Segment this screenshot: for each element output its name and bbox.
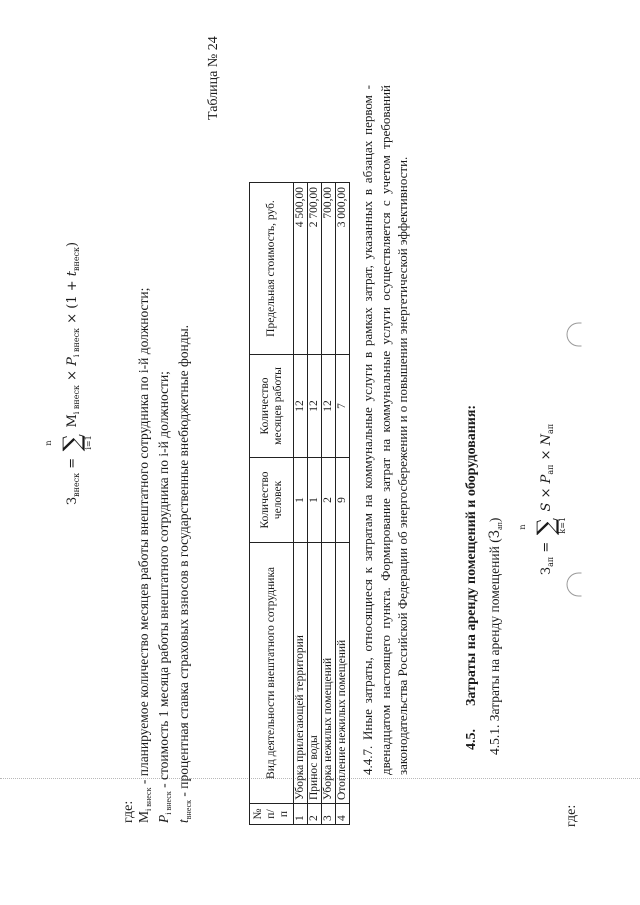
formula1-sum bbox=[44, 432, 93, 454]
cell-people: 1 bbox=[308, 458, 322, 543]
formula1-p-sub: i внеск bbox=[71, 327, 81, 358]
table-row bbox=[336, 183, 350, 825]
formula1-m: M bbox=[64, 414, 80, 428]
cell-price: 4 500,00 bbox=[294, 183, 308, 355]
formula1-lhs-sub: внеск bbox=[71, 472, 81, 497]
formula2-sum-top: n bbox=[518, 524, 527, 530]
section-4-5-1-text: 4.5.1. Затраты на аренду помещений ( bbox=[487, 538, 502, 755]
section-4-5-1-symbol-sub: ап bbox=[495, 522, 504, 530]
section-4-5-title: Затраты на аренду помещений и оборудования: bbox=[464, 404, 479, 706]
cell-price: 2 700,00 bbox=[308, 183, 322, 355]
formula2-sum-bottom: k=1 bbox=[558, 516, 567, 534]
cell-months: 12 bbox=[308, 355, 322, 458]
formula1-p: P bbox=[64, 357, 80, 366]
table-caption: Таблица № 24 bbox=[206, 36, 221, 120]
punch-hole-right bbox=[567, 323, 582, 347]
formula2-lhs-sub: ап bbox=[545, 556, 555, 567]
def-m-text: - планируемое количество месяцев работы внештатного сотрудника по i-й должности; bbox=[136, 287, 151, 788]
punch-hole-left bbox=[567, 573, 582, 597]
cell-people: 9 bbox=[336, 458, 350, 543]
formula2-times2: × bbox=[538, 449, 554, 461]
definition-t bbox=[176, 325, 194, 823]
section-4-5-1-symbol: З bbox=[487, 529, 503, 539]
table-24 bbox=[249, 182, 350, 825]
table-row bbox=[322, 183, 336, 825]
section-4-5-number: 4.5. bbox=[464, 729, 479, 750]
th-num-line2: п/п bbox=[265, 809, 290, 819]
paragraph-4-4-7: 4.4.7. Иные затраты, относящиеся к затратам на коммунальные услуги в рамках затрат, указанных в абзацах первом - двенадцатом настоящего пункта. Формирование затрат на коммунальные услуги осуществляется с учетом требований законодательства Российской Федерации об энергосбережении и о повышении энергетической эффективности. bbox=[360, 85, 410, 775]
definition-p bbox=[156, 371, 174, 823]
cell-people: 2 bbox=[322, 458, 336, 543]
definition-m bbox=[136, 288, 154, 823]
formula2-lhs: З bbox=[538, 566, 554, 575]
formula1-lhs: З bbox=[64, 496, 80, 505]
formula2-times1: × bbox=[538, 487, 554, 499]
th-months-line1: Количество bbox=[258, 377, 271, 435]
formula1-sum-bottom: i=1 bbox=[84, 435, 93, 450]
formula1-t-sub: внеск bbox=[71, 246, 81, 272]
th-price: Предельная стоимость, руб. bbox=[250, 183, 294, 355]
sigma-icon: ∑ bbox=[532, 518, 560, 536]
th-num bbox=[250, 804, 294, 825]
cell-months: 7 bbox=[336, 355, 350, 458]
section-4-5-heading bbox=[463, 405, 480, 750]
formula1-eq: = bbox=[64, 457, 80, 469]
section-4-5-1-end: ) bbox=[487, 517, 502, 523]
def-t-symbol-sub: внеск bbox=[184, 799, 193, 820]
formula2-p: P bbox=[538, 474, 554, 484]
table-row bbox=[294, 183, 308, 825]
cell-num: 2 bbox=[308, 804, 322, 825]
formula2-eq: = bbox=[538, 541, 554, 553]
cell-num: 4 bbox=[336, 804, 350, 825]
where-label-bottom: где: bbox=[564, 804, 579, 827]
cell-num: 3 bbox=[322, 804, 336, 825]
cell-price: 700,00 bbox=[322, 183, 336, 355]
formula2-p-sub: ап bbox=[545, 464, 555, 475]
def-p-text: - стоимость 1 месяца работы внештатного сотрудника по i-й должности; bbox=[156, 371, 171, 792]
th-people-line2: человек bbox=[271, 480, 284, 520]
cell-num: 1 bbox=[294, 804, 308, 825]
cell-months: 12 bbox=[294, 355, 308, 458]
th-months-line2: месяцев работы bbox=[271, 367, 284, 445]
section-4-5-1 bbox=[487, 518, 505, 755]
cell-months: 12 bbox=[322, 355, 336, 458]
th-months bbox=[250, 355, 294, 458]
cell-people: 1 bbox=[294, 458, 308, 543]
formula1-sum-top: n bbox=[44, 440, 53, 446]
cell-activity: Уборка прилегающей территории bbox=[294, 543, 308, 804]
cell-activity: Отопление нежилых помещений bbox=[336, 543, 350, 804]
table-header-row bbox=[250, 183, 294, 825]
def-m-symbol: M bbox=[136, 810, 151, 823]
sigma-icon: ∑ bbox=[58, 434, 86, 452]
th-num-line1: № bbox=[252, 808, 264, 820]
cell-activity: Принос воды bbox=[308, 543, 322, 804]
def-p-symbol: P bbox=[156, 814, 171, 823]
formula1-t: t bbox=[64, 271, 80, 277]
formula2-s: S bbox=[538, 502, 554, 512]
formula2-n: N bbox=[538, 433, 554, 446]
formula-z-vnesk bbox=[44, 241, 93, 505]
formula1-paren-left: (1 + bbox=[64, 276, 80, 309]
def-t-text: - процентная ставка страховых взносов в государственные внебюджетные фонды. bbox=[176, 324, 191, 800]
def-m-symbol-sub: i внеск bbox=[144, 787, 153, 811]
table-row bbox=[308, 183, 322, 825]
th-activity: Вид деятельности внештатного сотрудника bbox=[250, 543, 294, 804]
def-t-symbol: t bbox=[176, 819, 191, 823]
cell-price: 3 000,00 bbox=[336, 183, 350, 355]
th-people bbox=[250, 458, 294, 543]
cell-activity: Уборка нежилых помещений bbox=[322, 543, 336, 804]
def-p-symbol-sub: i внеск bbox=[164, 791, 173, 815]
formula1-m-sub: i внеск bbox=[71, 385, 81, 415]
formula-z-ap bbox=[518, 423, 567, 575]
formula1-times2: × bbox=[64, 312, 80, 324]
th-people-line1: Количество bbox=[258, 471, 271, 529]
formula2-sum bbox=[518, 516, 567, 538]
where-label-top: где: bbox=[121, 800, 136, 823]
formula1-paren-right: ) bbox=[64, 241, 80, 247]
formula1-times1: × bbox=[64, 369, 80, 381]
formula2-n-sub: ап bbox=[545, 423, 555, 434]
